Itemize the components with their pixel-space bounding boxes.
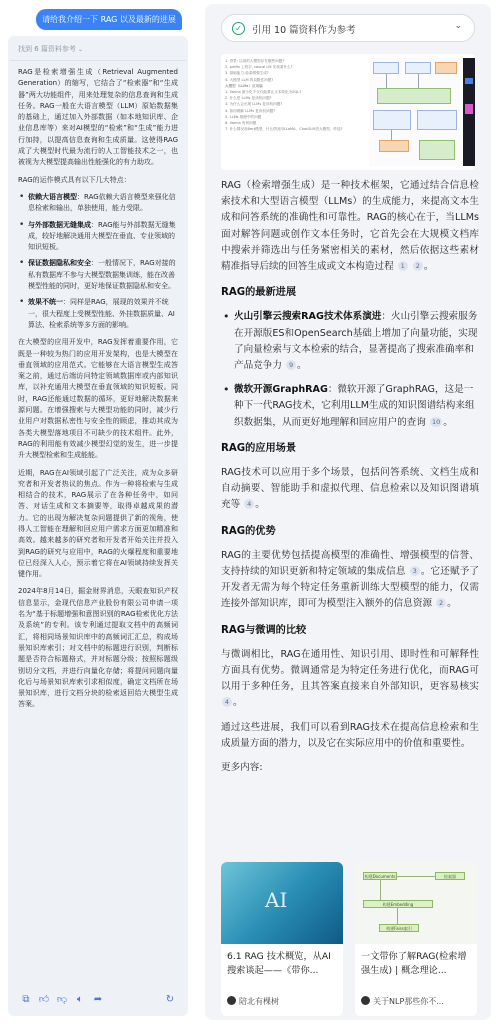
section-heading: RAG的应用场景: [221, 442, 297, 454]
article-title: 6.1 RAG 技术概览，从AI搜索谈起——《带你...: [227, 951, 331, 976]
section-heading: RAG的优势: [221, 525, 276, 537]
more-content-cards: [221, 862, 479, 1020]
article-source: [227, 996, 279, 1007]
citation-badge[interactable]: 2: [436, 598, 446, 608]
diagram-box: [377, 88, 451, 104]
section-text: RAG技术可以应用于多个场景，包括问答系统、文档生成和自动摘要、智能助手和虚拟代理、信息检索以及知识图谱填充等: [221, 467, 479, 511]
feature-text: ：同样是RAG，展现的效果并不统一，很大程度上受模型性能、外挂数据质量、AI算法、检索系统等多方面的影响。: [28, 298, 175, 329]
citation-badge[interactable]: 2: [413, 261, 423, 271]
section-heading: RAG的最新进展: [221, 287, 297, 299]
progress-title: 微软开源GraphRAG: [234, 384, 328, 396]
flow-box: 构建Embedding: [363, 900, 433, 908]
toc-line: 4. 如何缓解 LLMs 复读机问题?: [225, 108, 276, 113]
flow-box: 检索器: [435, 872, 465, 880]
copy-icon[interactable]: ⧉: [22, 994, 30, 1005]
feature-title: 保证数据隐私和安全: [28, 259, 91, 268]
dark-image-thumbnail: [463, 58, 475, 166]
toc-line: 1. 背景: 以前的大模型存在哪些问题?: [225, 59, 285, 63]
intro-paragraph: RAG（检索增强生成）是一种技术框架，它通过结合信息检索技术和大型语言模型（LLMs）的生成能力，来提高文本生成和问答系统的准确性和可靠性。RAG的核心在于，当LLMs面对解答问题或创作文本任务时，它首先会在大规模文档库中搜索并筛选出与任务紧密相关的素材，然后依据这些素材精准指导后续的回答生成或文本构造过程 1 2 。: [221, 180, 479, 273]
toc-line: 1. Vanna 最小化不仅仅能要让文本转化为SQL?: [225, 90, 302, 95]
references-label: 引用 10 篇资料作为参考: [252, 25, 356, 36]
rag-diagram-thumbnail: [369, 58, 461, 166]
diagram-line: [418, 74, 419, 88]
section-heading: RAG与微调的比较: [221, 624, 307, 636]
flow-line: [380, 880, 381, 900]
share-icon[interactable]: ➦: [93, 994, 103, 1005]
progress-item: • 火山引擎云搜索RAG技术体系演进：火山引擎云搜索服务在开源版ES和OpenSearch基础上增加了向量功能，实现了向量检索与文本检索的结合，显著提高了搜索准确率和产品竞争力 9 。: [221, 309, 479, 374]
diagram-box: [379, 140, 409, 152]
section-paragraph: RAG技术可以应用于多个场景，包括问答系统、文档生成和自动摘要、智能助手和虚拟代理、信息检索以及知识图谱填充等 4 。: [221, 467, 479, 511]
chevron-down-icon: ⌄: [454, 21, 462, 31]
section-text: 与微调相比，RAG在通用性、知识引用、即时性和可解释性方面具有优势。微调通常是为特定任务进行优化，而RAG可以用于多种任务，且其答案直接来自外部知识，更容易核实: [221, 648, 479, 693]
toc-line: 5. LLMs 推理中的问题: [225, 114, 262, 119]
section-text: RAG的主要优势包括提高模型的准确性、增强模型的信誉、支持持续的知识更新和特定领域的集成信息: [221, 549, 479, 578]
toc-heading: 大模型（LLMs）应用篇: [225, 83, 263, 88]
thumbs-up-icon[interactable]: 👍︎: [38, 994, 50, 1005]
answer-paragraph: 近期，RAG在AI领域引起了广泛关注，成为众多研究者和开发者热议的焦点。作为一种将检索与生成相结合的技术，RAG展示了在各种任务中，如问答、对话生成和文本摘要等，取得卓越成果的潜力。它的出现为解决复杂问题提供了新的视角，使得人工智能在理解和回应用户需求方面更加精准和高效。越来越多的研究者和开发者开始关注并投入到RAG的研究与应用中，RAG的火爆程度和重要地位已经深入人心，预示着它将在AI领域持续发挥关键作用。: [18, 468, 178, 579]
conclusion-paragraph: 通过这些进展，我们可以看到RAG技术在提高信息检索和生成质量方面的潜力，以及它在实际应用中的价值和重要性。: [221, 721, 479, 749]
toc-line: 4. 大模型 LLM 的局限性问题?: [225, 77, 274, 82]
citation-badge[interactable]: 4: [222, 697, 232, 707]
chat-panel: [0, 0, 200, 1024]
toc-line: 3. 为什么会出现 LLMs 复读机问题?: [225, 102, 283, 107]
thumbnail-toc: [225, 58, 365, 132]
article-source: [361, 996, 444, 1007]
citation-badge[interactable]: 10: [431, 417, 441, 426]
speaker-icon[interactable]: 🔈︎: [77, 994, 83, 1005]
sources-found-toggle[interactable]: [10, 36, 186, 61]
toc-line: 7. 什么情况用Bert模型，什么情况用LLaMA、ChatGLM类大模型，咋选?: [225, 127, 343, 132]
sources-found-label: 找到 6 篇资料参考: [18, 45, 76, 53]
feature-text: ：RAG能与外部数据无缝集成，较好地解决通用大模型在垂直、专业领域的知识短板。: [28, 220, 176, 252]
answer-paragraph: RAG是检索增强生成（Retrieval Augmented Generation）的缩写，它结合了“检索器”和“生成器”两大功能组件，用来处理复杂的信息查询和生成任务。RAG一般在大语言模型（LLM）原始数据集的基础上，通过加入外部数据（如本地知识库、企业信息库等）来对AI模型的“检索”和“生成”能力进行加持，以提高信息查询和生成质量。这使得RAG成了大模型时代最为流行的人工智能技术之一，也被视为大模型提高输出性能强化的有力助攻。: [18, 68, 178, 167]
toc-line: 2. 什么是 LLMs 复读机问题?: [225, 96, 272, 101]
refresh-icon[interactable]: ↻: [165, 994, 175, 1005]
reference-thumbnails[interactable]: [221, 54, 475, 170]
section-text: 。它还赋予了开发者无需为每个特定任务重新训练大型模型的能力，仅需连接外部知识库，即可为模型注入额外的信息资源: [221, 566, 479, 610]
check-circle-icon: ✓: [232, 22, 245, 35]
feature-item: [18, 220, 178, 254]
thumbnail-caption: AI: [265, 888, 288, 912]
article-title: 一文带你了解RAG(检索增强生成) | 概念理论...: [361, 951, 467, 976]
user-message-bubble: 请给我介绍一下 RAG 以及最新的进展: [36, 9, 182, 30]
diagram-box: [405, 62, 431, 74]
answer-action-bar: [8, 992, 188, 1010]
more-content-label: 更多内容:: [221, 762, 263, 774]
progress-title: 火山引擎云搜索RAG技术体系演进: [234, 311, 382, 323]
section-paragraph: RAG的主要优势包括提高模型的准确性、增强模型的信誉、支持持续的知识更新和特定领域的集成信息 3 。它还赋予了开发者无需为每个特定任务重新训练大型模型的能力，仅需连接外部知识库，即可为模型注入额外的信息资源 2 。: [221, 549, 479, 610]
feature-title: 效果不统一: [28, 298, 63, 307]
citation-badge[interactable]: 3: [410, 566, 420, 576]
feature-list: [18, 192, 178, 331]
assistant-answer-card: [8, 36, 188, 1016]
citation-badge[interactable]: 4: [244, 499, 254, 509]
citation-badge[interactable]: 9: [286, 360, 296, 370]
flow-box: 构建Faiss索引: [379, 924, 419, 932]
diagram-box: [373, 62, 399, 74]
feature-item: [18, 297, 178, 331]
citation-badge[interactable]: 1: [398, 261, 408, 271]
progress-text: ：微软开源了GraphRAG，这是一种下一代RAG技术，它利用LLM生成的知识图谱结构来组织数据集，从而更好地理解和回应用户的查询: [234, 384, 475, 428]
reference-answer-body: [221, 178, 479, 784]
diagram-box: [373, 110, 411, 130]
thumbs-down-icon[interactable]: 👎︎: [56, 994, 68, 1005]
source-avatar: [227, 996, 236, 1005]
article-card[interactable]: [355, 862, 477, 1016]
toc-line: 3. 基础能力-检索增强生成?: [225, 71, 269, 76]
feature-item: [18, 192, 178, 215]
chevron-down-icon: ⌄: [77, 46, 83, 53]
thumbnail-detail: [465, 78, 473, 84]
reference-answer-panel: [205, 4, 491, 1020]
progress-item: • 微软开源GraphRAG：微软开源了GraphRAG，这是一种下一代RAG技术，它利用LLM生成的知识图谱结构来组织数据集，从而更好地理解和回应用户的查询 10 。: [221, 382, 479, 431]
source-name: 陪北有棵树: [239, 997, 279, 1006]
progress-list: [221, 309, 479, 430]
flow-line: [397, 876, 435, 877]
answer-body: [8, 61, 188, 711]
diagram-box: [417, 110, 457, 130]
article-thumbnail: [221, 862, 343, 944]
feature-item: [18, 258, 178, 292]
answer-paragraph: 2024年8月14日，掘金财界消息，天眼查知识产权信息显示，金现代信息产业股份有限公司申请一项名为“基于标题增强和意图识别的RAG检索优化方法及系统”的专利。该专利通过提取文档中的高频词汇，将相同场景知识库中的高频词汇汇总，构成场景知识库索引；对文档中的标题进行识别，判断标题是否符合标题格式，并对标题分级；按照标题级别切分文档，并进行向量化存储；将提问问题向量化后与场景知识库索引求相似度，确定文档所在场景知识库，进行文档分块的检索返回给大模型生成答案。: [18, 587, 178, 709]
source-avatar: [361, 996, 370, 1005]
diagram-box: [435, 62, 457, 74]
article-card[interactable]: [221, 862, 343, 1016]
flow-line: [397, 908, 398, 924]
answer-paragraph: 在大模型的应用开发中，RAG发挥着重要作用，它既是一种较为热门的应用开发架构，也是大模型在垂直领域的应用范式。它能够在大语言模型生成答案之前，通过后端访问特定领域数据库或内部知识库，以补充通用大模型在垂直领域的知识短板。同时，RAG还能通过数据的循环，更好地解决数据来源问题。在增强搜索与大模型功能的同时，减少行业用户对数据私密性与安全性的顾虑，推动其成为各类大模型落地项目不可缺少的技术组件。此外，RAG的利用能有效减少模型幻觉的发生，进一步提升大模型检索和生成能能。: [18, 338, 178, 460]
article-thumbnail: [355, 862, 477, 944]
intro-text: RAG（检索增强生成）是一种技术框架，它通过结合信息检索技术和大型语言模型（LLMs）的生成能力，来提高文本生成和问答系统的准确性和可靠性。RAG的核心在于，当LLMs面对解答问题或创作文本任务时，它首先会在大规模文档库中搜索并筛选出与任务紧密相关的素材，然后依据这些素材精准指导后续的回答生成或文本构造过程: [221, 180, 479, 273]
feature-text: ：RAG依赖大语言模型来强化信息检索和输出，单独使用，能力受限。: [28, 192, 176, 213]
diagram-line: [391, 130, 392, 140]
feature-title: 与外部数据无缝集成: [28, 220, 91, 229]
toc-line: 6. Vanna 有何问题: [225, 121, 257, 126]
references-toggle[interactable]: [221, 14, 475, 42]
diagram-box: [419, 140, 455, 160]
section-paragraph: 与微调相比，RAG在通用性、知识引用、即时性和可解释性方面具有优势。微调通常是为特定任务进行优化，而RAG可以用于多种任务，且其答案直接来自外部知识，更容易核实 4 。: [221, 648, 479, 709]
feature-title: 依赖大语言模型: [28, 192, 77, 201]
thumbnail-detail: [465, 104, 473, 114]
source-name: 关于NLP那些你不...: [373, 997, 444, 1006]
answer-paragraph: RAG的运作模式具有以下几大特点：: [18, 175, 131, 184]
progress-text: ：火山引擎云搜索服务在开源版ES和OpenSearch基础上增加了向量功能，实现了向量检索与文本检索的结合，显著提高了搜索准确率和产品竞争力: [234, 311, 478, 372]
flow-box: 构建Documents: [364, 874, 396, 879]
feature-text: ：一般情况下，RAG对接的私有数据库不参与大模型数据集训练，能在改善模型性能的同时，更好地保证数据隐私和安全。: [28, 259, 176, 291]
toc-line: 2. prefix 上的字, coscal LM 实现看什么?: [225, 65, 293, 70]
diagram-line: [386, 74, 387, 88]
